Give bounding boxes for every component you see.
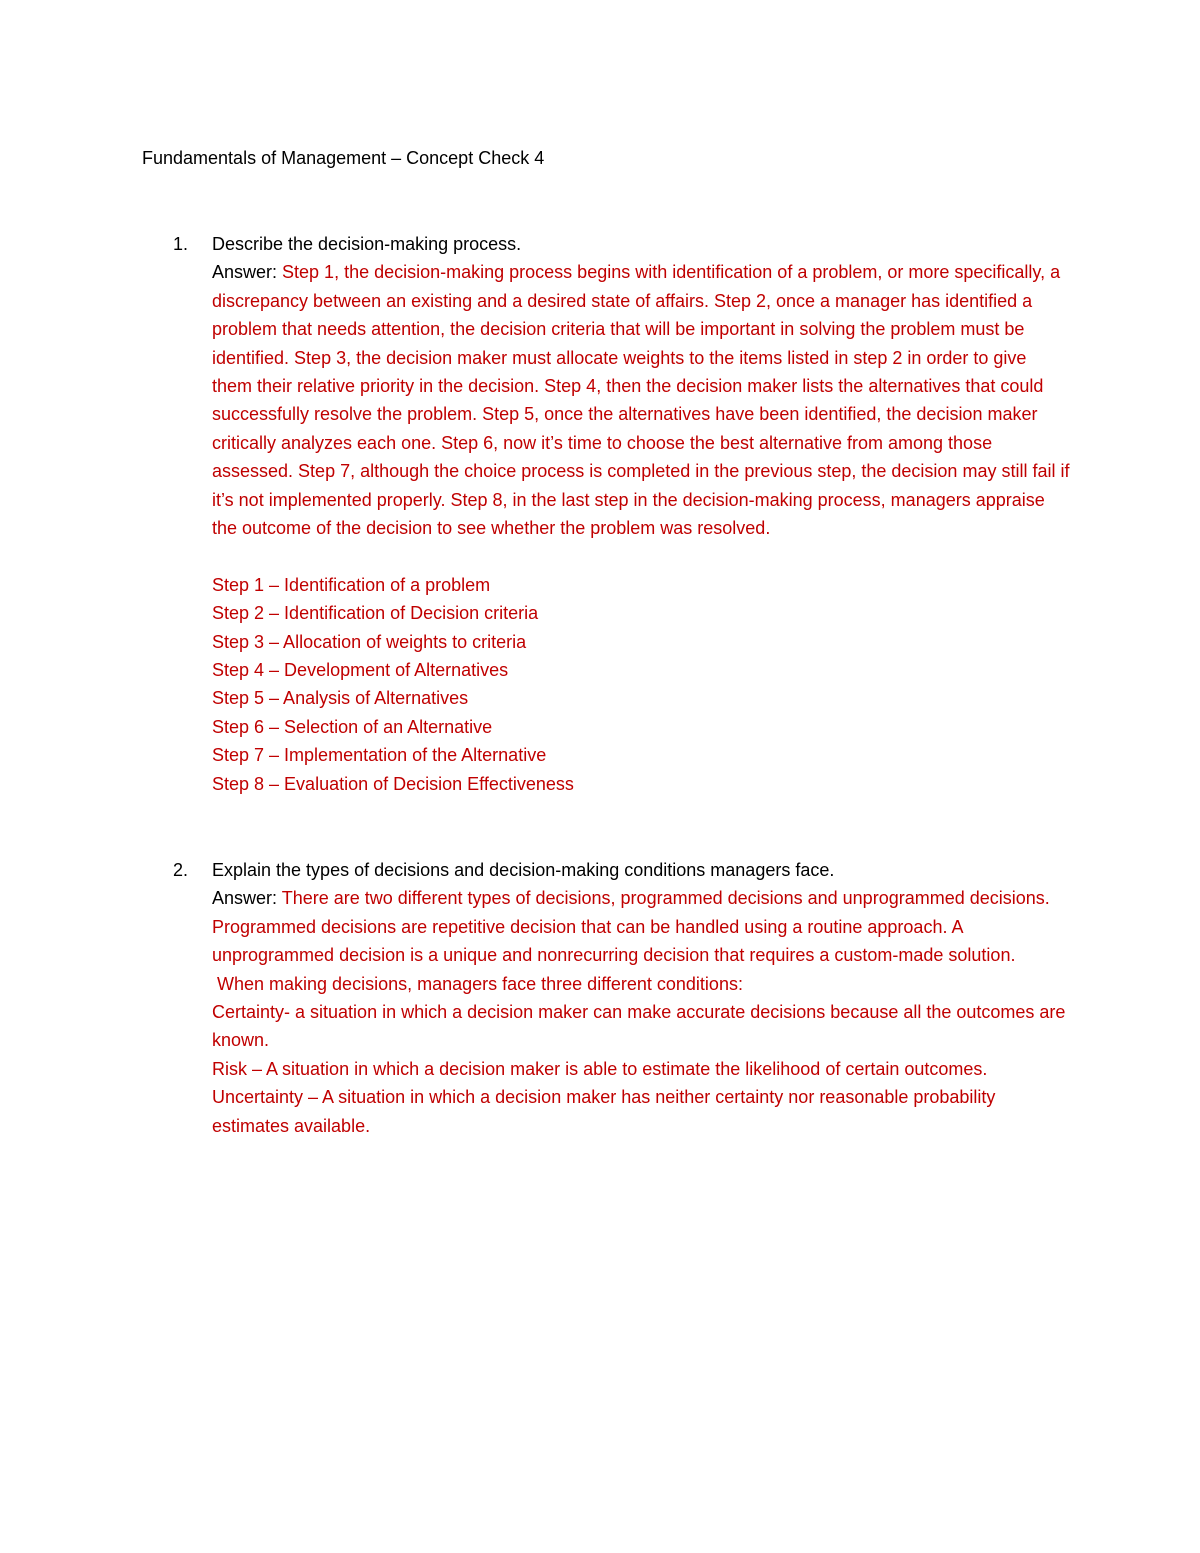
question-number: 1. [173, 234, 189, 254]
step-item: Step 6 – Selection of an Alternative [212, 716, 493, 737]
question-prompt: Explain the types of decisions and decision-making conditions managers face. [212, 860, 835, 880]
question-number: 2. [173, 860, 189, 880]
answer-text: Step 1, the decision-making process begins with identification of a problem, or more specifically, a discrepancy between an existing and a desired state of affairs. Step 2, once a manager has identified a problem that needs attention, the decision criteria that will be important in solving the problem must be identified. Step 3, the decision maker must allocate weights to the items listed in step 2 in order to give them their relative priority in the decision. Step 4, then the decision maker lists the alternatives that could successfully resolve the problem. Step 5, once the alternatives have been identified, the decision maker critically analyzes each one. Step 6, now it’s time to choose the best alternative from among those assessed. Step 7, although the choice process is completed in the previous step, the decision may still fail if it’s not implemented properly. Step 8, in the last step in the decision-making process, managers appraise the outcome of the decision to see whether the problem was resolved. [212, 262, 1070, 539]
answer-label: Answer: [212, 888, 282, 909]
condition-uncertainty: Uncertainty – A situation in which a decision maker has neither certainty nor reasonable probability estimates available. [212, 1087, 996, 1136]
answer-text: There are two different types of decisions, programmed decisions and unprogrammed decisions. Programmed decisions are repetitive decision that can be handled using a routine approach. A unprogrammed decision is a unique and nonrecurring decision that requires a custom-made solution. [212, 888, 1050, 966]
step-item: Step 1 – Identification of a problem [212, 574, 491, 595]
conditions-intro: When making decisions, managers face three different conditions: [217, 973, 743, 994]
step-item: Step 2 – Identification of Decision criteria [212, 603, 539, 624]
step-item: Step 7 – Implementation of the Alternative [212, 745, 547, 766]
document-title: Fundamentals of Management – Concept Check 4 [142, 148, 545, 168]
step-item: Step 8 – Evaluation of Decision Effectiveness [212, 773, 574, 794]
question-prompt: Describe the decision-making process. [212, 234, 522, 254]
answer-paragraph [212, 884, 1070, 969]
step-list [212, 571, 1070, 798]
step-item: Step 5 – Analysis of Alternatives [212, 688, 469, 709]
condition-certainty: Certainty- a situation in which a decision maker can make accurate decisions because all the outcomes are known. [212, 1002, 1066, 1051]
step-item: Step 3 – Allocation of weights to criteria [212, 631, 527, 652]
answer-label: Answer: [212, 262, 283, 283]
condition-risk: Risk – A situation in which a decision maker is able to estimate the likelihood of certain outcomes. [212, 1058, 988, 1079]
step-item: Step 4 – Development of Alternatives [212, 660, 509, 681]
question-body [212, 856, 1070, 1140]
question-body [212, 230, 1070, 814]
answer-paragraph [212, 258, 1070, 542]
